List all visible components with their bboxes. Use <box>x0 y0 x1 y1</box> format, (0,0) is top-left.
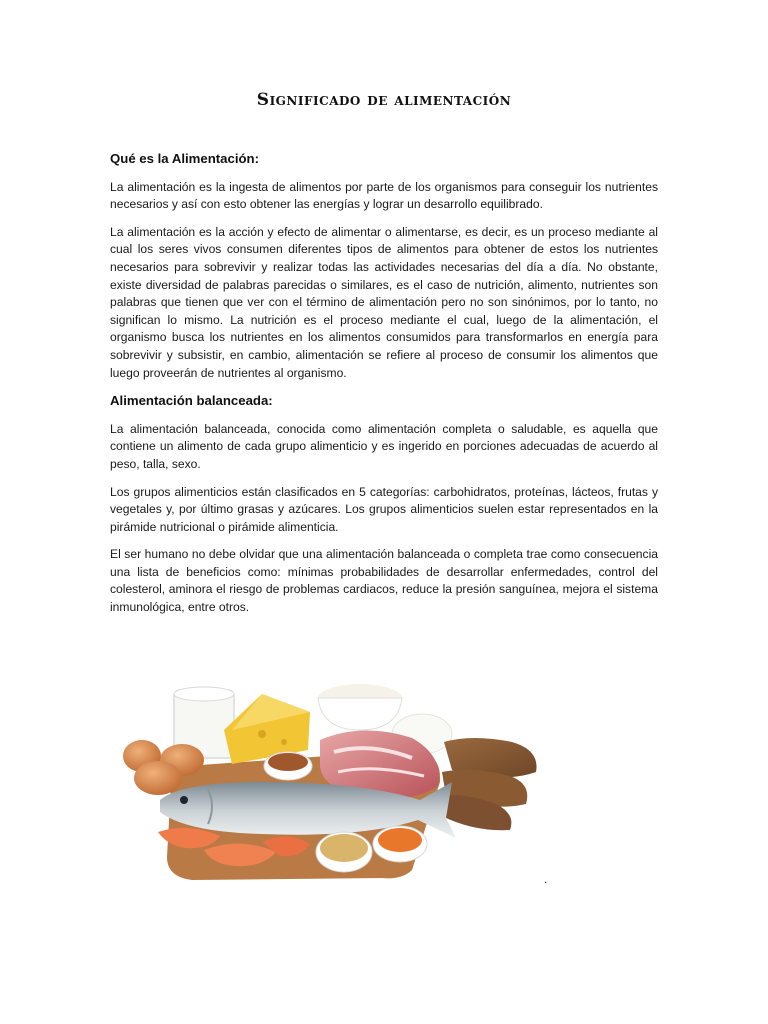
trailing-mark: . <box>544 872 548 886</box>
paragraph: La alimentación es la ingesta de alimentos por parte de los organismos para conseguir los nutrientes necesarios y así con esto obtener las energías y lograr un desarrollo equilibrado. <box>110 179 658 212</box>
section-heading-alimentacion-balanceada: Alimentación balanceada: <box>110 393 273 409</box>
document-body <box>110 150 658 627</box>
protein-foods-image <box>112 672 544 884</box>
food-illustration <box>112 672 544 884</box>
page-title: Significado de alimentación <box>256 90 512 110</box>
paragraph: La alimentación es la acción y efecto de alimentar o alimentarse, es decir, es un proceso mediante al cual los seres vivos consumen diferentes tipos de alimentos para obtener de estos los nutrientes necesarios para sobrevivir y realizar todas las actividades necesarias del día a día. No obstante, existe diversidad de palabras parecidas o similares, es el caso de nutrición, alimento, nutrientes son palabras que tienen que ver con el término de alimentación pero no son sinónimos, por lo tanto, no significan lo mismo. La nutrición es el proceso mediante el cual, luego de la alimentación, el organismo busca los nutrientes en los alimentos consumidos para transformarlos en energía para sobrevivir y subsistir, en cambio, alimentación se refiere al proceso de consumir los alimentos que luego proveerán de nutrientes al organismo. <box>110 224 658 380</box>
egg <box>134 761 182 795</box>
paragraph: La alimentación balanceada, conocida como alimentación completa o saludable, es aquella que contiene un alimento de cada grupo alimenticio y es ingerido en porciones adecuadas de acuerdo al peso, talla, sexo. <box>110 421 658 471</box>
paragraph: Los grupos alimenticios están clasificados en 5 categorías: carbohidratos, proteínas, lácteos, frutas y vegetales y, por último grasas y azúcares. Los grupos alimenticios suelen estar representados en la pirámide nutricional o pirámide alimenticia. <box>110 484 658 534</box>
section-heading-que-es: Qué es la Alimentación: <box>110 151 260 166</box>
paragraph: El ser humano no debe olvidar que una alimentación balanceada o completa trae como consecuencia una lista de beneficios como: mínimas probabilidades de desarrollar enfermedades, control del colesterol, aminora el riesgo de problemas cardiacos, reduce la presión sanguínea, mejora el sistema inmunológica, entre otros. <box>110 547 658 615</box>
